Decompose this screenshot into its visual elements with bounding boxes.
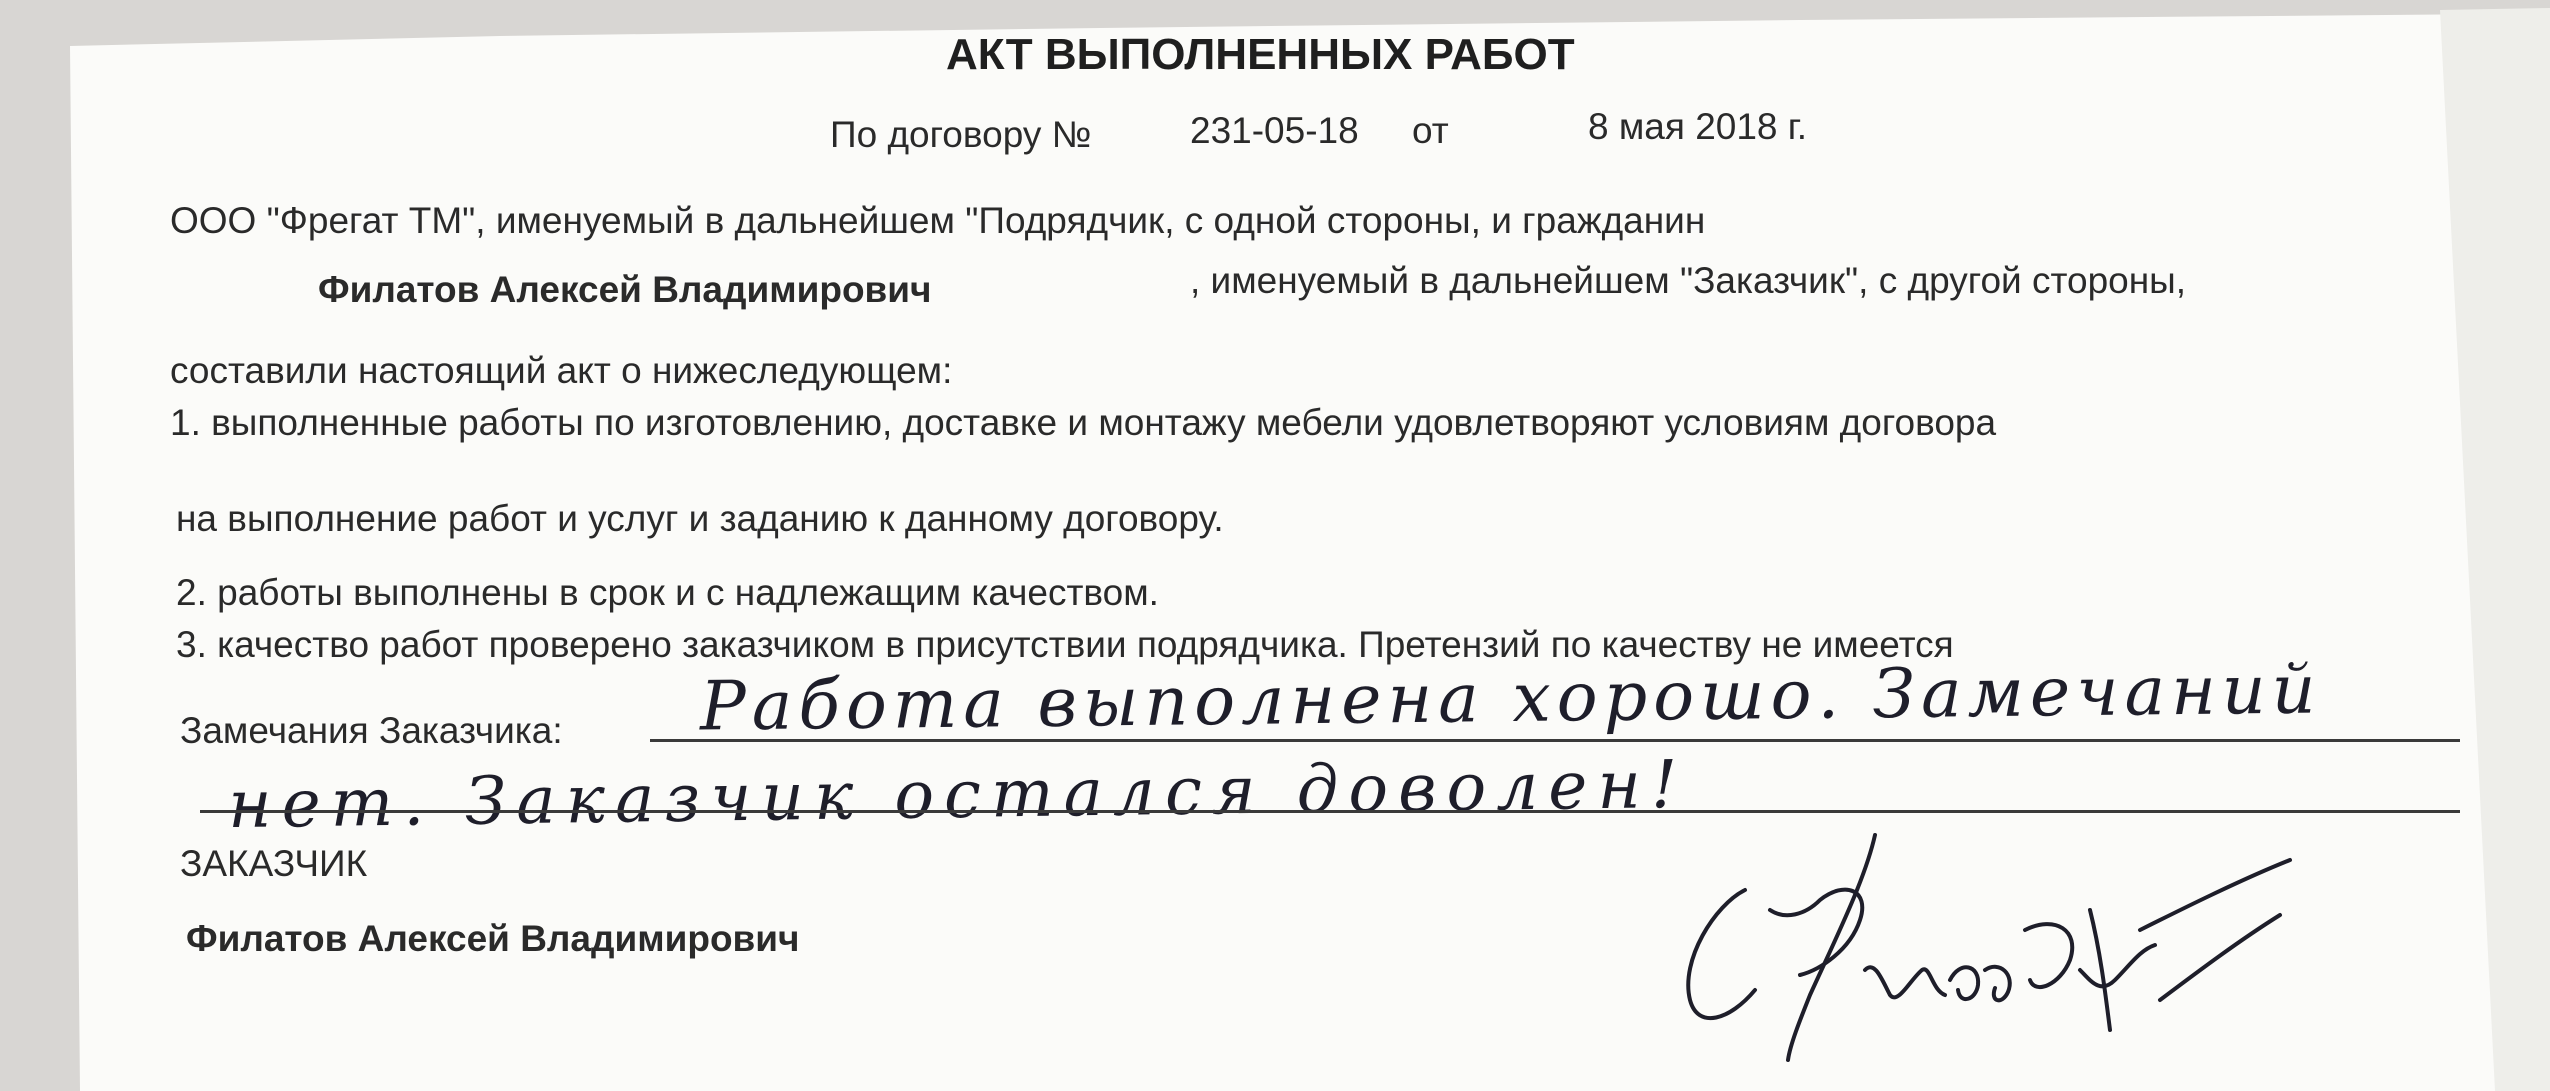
- item-2: 2. работы выполнены в срок и с надлежащим качеством.: [176, 572, 1159, 613]
- remarks-underline-1: [650, 739, 2460, 742]
- remarks-underline-2: [200, 810, 2460, 813]
- contract-date-prefix: от: [1412, 110, 1449, 151]
- remarks-label: Замечания Заказчика:: [180, 710, 563, 751]
- customer-line-rest: , именуемый в дальнейшем "Заказчик", с другой стороны,: [1190, 260, 2187, 301]
- contract-date: 8 мая 2018 г.: [1588, 106, 1808, 147]
- item-1-line-1: 1. выполненные работы по изготовлению, доставке и монтажу мебели удовлетворяют условиям договора: [170, 402, 1997, 443]
- item-1-line-2: на выполнение работ и услуг и заданию к данному договору.: [176, 498, 1224, 539]
- handwritten-signature: [1660, 820, 2300, 1080]
- contractor-line: ООО "Фрегат ТМ", именуемый в дальнейшем "Подрядчик, с одной стороны, и гражданин: [170, 200, 1706, 241]
- item-3: 3. качество работ проверено заказчиком в присутствии подрядчика. Претензий по качеству не имеется: [176, 624, 1954, 665]
- drafted-line: составили настоящий акт о нижеследующем:: [170, 350, 953, 391]
- remarks-handwritten-line-1: Работа выполнена хорошо. Замечаний: [699, 650, 2322, 747]
- remarks-handwritten-line-2: нет. Заказчик остался доволен!: [227, 745, 1688, 844]
- customer-name: Филатов Алексей Владимирович: [318, 269, 932, 310]
- contract-number: 231-05-18: [1190, 110, 1359, 151]
- customer-signature-name: Филатов Алексей Владимирович: [186, 918, 800, 959]
- document-title: АКТ ВЫПОЛНЕННЫХ РАБОТ: [946, 30, 1575, 79]
- contract-prefix: По договору №: [830, 114, 1092, 155]
- customer-role-label: ЗАКАЗЧИК: [180, 843, 368, 884]
